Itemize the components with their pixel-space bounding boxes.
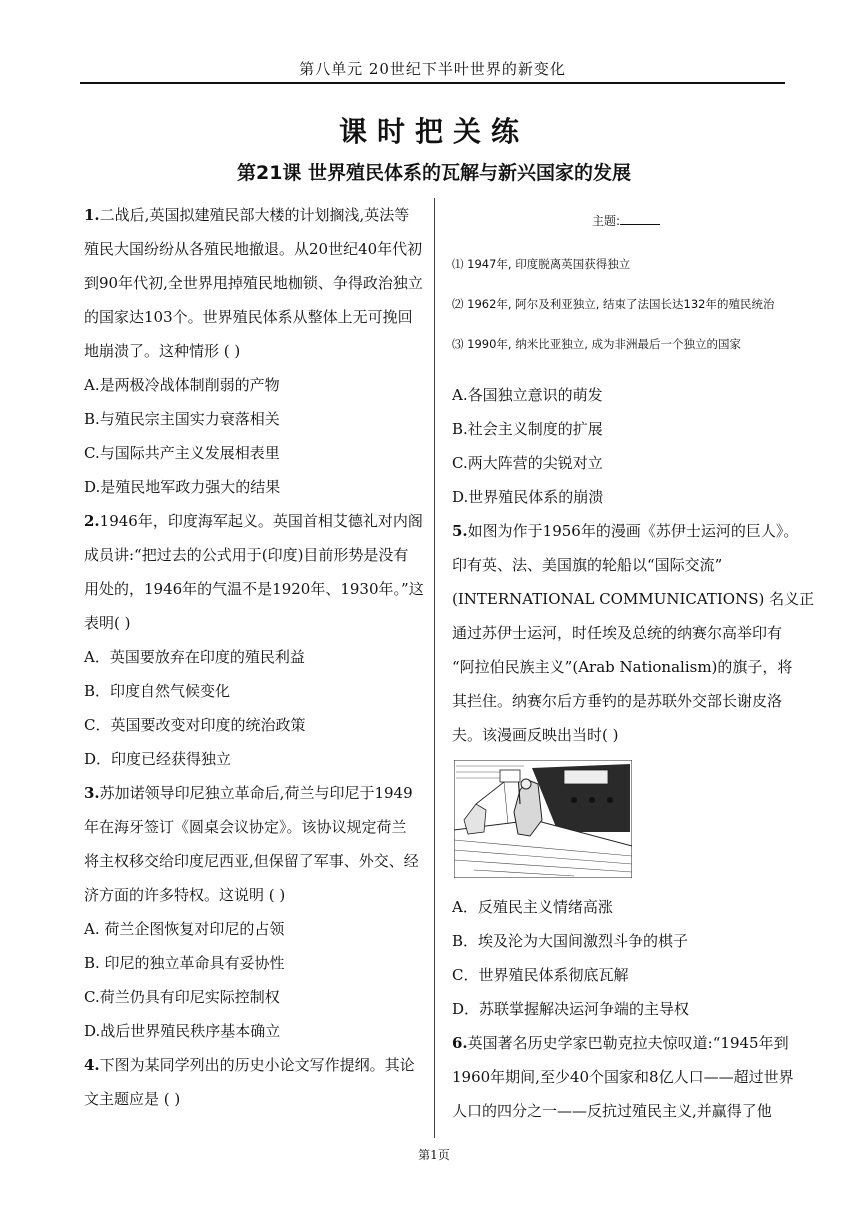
q2-line-4: 表明( ) [84, 614, 131, 632]
q4-number: 4. [84, 1056, 100, 1074]
q3-line-3: 将主权移交给印度尼西亚,但保留了军事、外交、经 [84, 852, 419, 870]
question-4-options [452, 378, 788, 514]
q4-option-a: A.各国独立意识的萌发 [452, 386, 603, 404]
q3-option-a: A. 荷兰企图恢复对印尼的占领 [84, 920, 285, 938]
q2-line-2: 成员讲:“把过去的公式用于(印度)目前形势是没有 [84, 546, 409, 564]
left-column [84, 198, 424, 1116]
q5-number: 5. [452, 522, 468, 540]
lesson-title: 第21课 世界殖民体系的瓦解与新兴国家的发展 [236, 162, 632, 184]
outline-topic: 主题: [592, 212, 660, 229]
page-number: 第1页 [418, 1148, 450, 1162]
q5-line-5: “阿拉伯民族主义”(Arab Nationalism)的旗子，将 [452, 658, 793, 676]
unit-header: 第八单元 20世纪下半叶世界的新变化 [299, 60, 566, 78]
q5-line-6: 其拦住。纳赛尔后方垂钓的是苏联外交部长谢皮洛 [452, 692, 783, 710]
q4-line-1: 4.下图为某同学列出的历史小论文写作提纲。其论 [84, 1056, 415, 1074]
q5-option-d: D．苏联掌握解决运河争端的主导权 [452, 1000, 690, 1018]
q6-line-3: 人口的四分之一——反抗过殖民主义,并赢得了他 [452, 1102, 772, 1120]
q3-option-c: C.荷兰仍具有印尼实际控制权 [84, 988, 280, 1006]
q5-option-b: B．埃及沦为大国间激烈斗争的棋子 [452, 932, 689, 950]
q3-line-1: 3.苏加诺领导印尼独立革命后,荷兰与印尼于1949 [84, 784, 413, 802]
topic-blank [620, 224, 660, 225]
right-column [452, 198, 815, 1128]
outline-item-3: ⑶ 1990年, 纳米比亚独立, 成为非洲最后一个独立的国家 [452, 337, 742, 351]
q5-line-3: (INTERNATIONAL COMMUNICATIONS) 名义正 [452, 590, 815, 608]
q1-option-c: C.与国际共产主义发展相表里 [84, 444, 280, 462]
question-5 [452, 514, 815, 1026]
q4-line-2: 文主题应是 ( ) [84, 1090, 181, 1108]
q4-option-d: D.世界殖民体系的崩溃 [452, 488, 604, 506]
q2-line-1: 2.1946年，印度海军起义。英国首相艾德礼对内阁 [84, 512, 423, 530]
header-rule [80, 82, 785, 84]
q2-number: 2. [84, 512, 100, 530]
q2-option-b: B．印度自然气候变化 [84, 682, 231, 700]
q5-line-7: 夫。该漫画反映出当时( ) [452, 726, 619, 744]
q3-line-2: 年在海牙签订《圆桌会议协定》。该协议规定荷兰 [84, 818, 407, 836]
q1-line-5: 地崩溃了。这种情形 ( ) [84, 342, 241, 360]
outline-item-1: ⑴ 1947年, 印度脱离英国获得独立 [452, 257, 631, 271]
q1-line-2: 殖民大国纷纷从各殖民地撤退。从20世纪40年代初 [84, 240, 423, 258]
q5-line-1: 5.如图为作于1956年的漫画《苏伊士运河的巨人》。 [452, 522, 799, 540]
q5-option-c: C．世界殖民体系彻底瓦解 [452, 966, 629, 984]
q1-line-1: 1.二战后,英国拟建殖民部大楼的计划搁浅,英法等 [84, 206, 410, 224]
page-title: 课时把关练 [338, 115, 529, 148]
q1-line-3: 到90年代初,全世界甩掉殖民地枷锁、争得政治独立 [84, 274, 423, 292]
q1-option-d: D.是殖民地军政力强大的结果 [84, 478, 281, 496]
q6-line-2: 1960年期间,至少40个国家和8亿人口——超过世界 [452, 1068, 794, 1086]
q6-number: 6. [452, 1034, 468, 1052]
q2-option-c: C．英国要改变对印度的统治政策 [84, 716, 306, 734]
q1-number: 1. [84, 206, 100, 224]
q5-line-4: 通过苏伊士运河，时任埃及总统的纳赛尔高举印有 [452, 624, 783, 642]
q4-option-b: B.社会主义制度的扩展 [452, 420, 603, 438]
suez-canal-cartoon-image [454, 760, 632, 878]
q2-option-a: A．英国要放弃在印度的殖民利益 [84, 648, 305, 666]
q5-option-a: A．反殖民主义情绪高涨 [452, 898, 613, 916]
q2-option-d: D．印度已经获得独立 [84, 750, 232, 768]
q3-option-b: B. 印尼的独立革命具有妥协性 [84, 954, 285, 972]
question-2 [84, 504, 424, 776]
question-6 [452, 1026, 794, 1128]
column-divider [434, 198, 435, 1138]
question-1 [84, 198, 423, 504]
q6-line-1: 6.英国著名历史学家巴勒克拉夫惊叹道:“1945年到 [452, 1034, 789, 1052]
q4-option-c: C.两大阵营的尖锐对立 [452, 454, 603, 472]
q3-option-d: D.战后世界殖民秩序基本确立 [84, 1022, 281, 1040]
essay-outline-figure [452, 198, 788, 378]
q1-option-b: B.与殖民宗主国实力衰落相关 [84, 410, 280, 428]
question-3 [84, 776, 420, 1048]
outline-item-2: ⑵ 1962年, 阿尔及利亚独立, 结束了法国长达132年的殖民统治 [452, 297, 775, 311]
q3-line-4: 济方面的许多特权。这说明 ( ) [84, 886, 286, 904]
q3-number: 3. [84, 784, 100, 802]
q1-option-a: A.是两极冷战体制削弱的产物 [84, 376, 280, 394]
q5-line-2: 印有英、法、美国旗的轮船以“国际交流” [452, 556, 723, 574]
q1-line-4: 的国家达103个。世界殖民体系从整体上无可挽回 [84, 308, 413, 326]
question-4-stem [84, 1048, 420, 1116]
q2-line-3: 用处的，1946年的气温不是1920年、1930年。”这 [84, 580, 424, 598]
